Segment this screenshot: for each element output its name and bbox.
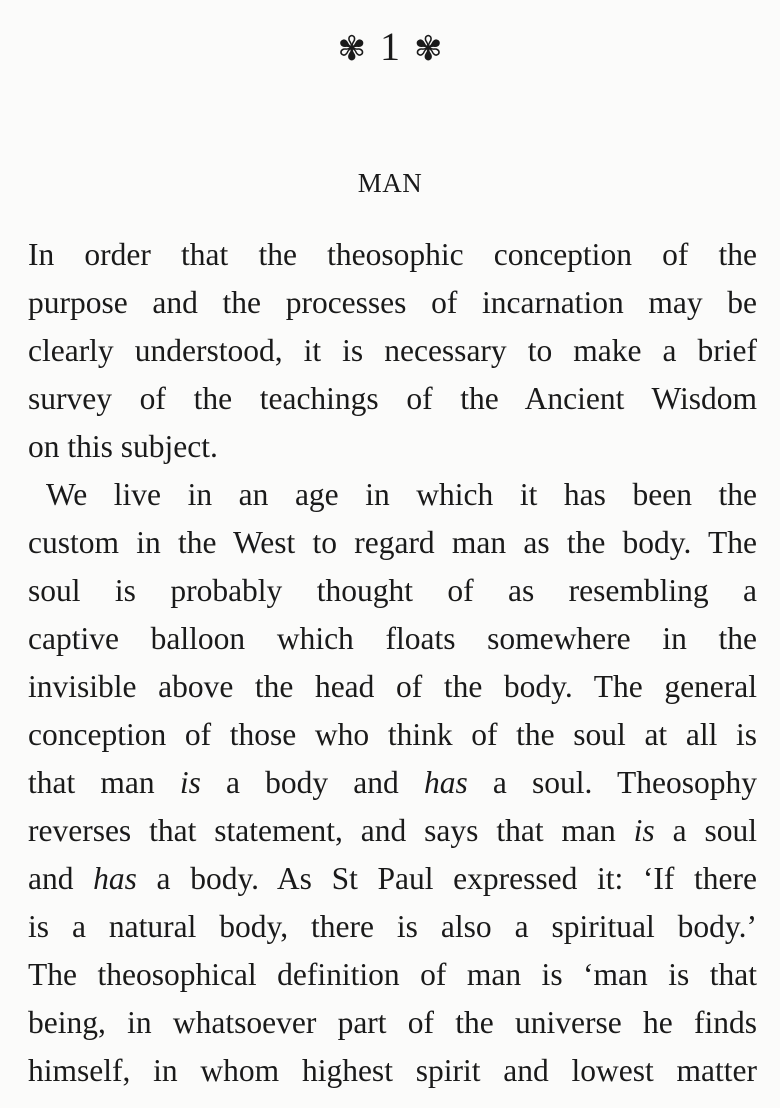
text-segment: captive balloon which floats somewhere in the	[28, 621, 757, 656]
italic-text: has	[93, 861, 137, 896]
text-line	[28, 951, 757, 999]
fleuron-left-icon: ✾	[337, 31, 366, 68]
chapter-number: 1	[380, 24, 400, 69]
chapter-heading	[0, 22, 780, 75]
text-line	[28, 759, 757, 807]
text-segment: a body and	[200, 765, 424, 800]
text-line	[28, 1047, 757, 1095]
text-segment: custom in the West to regard man as the body. The	[28, 525, 757, 560]
text-segment: a soul	[654, 813, 757, 848]
text-line	[28, 615, 757, 663]
italic-text: has	[423, 765, 468, 800]
text-line	[28, 279, 757, 327]
text-segment: In order that the theosophic conception of the	[28, 237, 757, 272]
text-segment: conception of those who think of the soul at all is	[28, 717, 757, 752]
text-line	[28, 711, 757, 759]
text-line	[28, 471, 757, 519]
text-segment: We live in an age in which it has been the	[46, 477, 757, 512]
text-segment: soul is probably thought of as resembling a	[28, 573, 757, 608]
text-line	[28, 231, 757, 279]
text-segment: purpose and the processes of incarnation may be	[28, 285, 757, 320]
fleuron-right-icon: ✾	[414, 31, 443, 68]
text-segment: on this subject.	[28, 429, 218, 464]
text-line	[28, 855, 757, 903]
text-line	[28, 999, 757, 1047]
text-line	[28, 327, 757, 375]
text-line	[28, 423, 757, 471]
text-segment: The theosophical definition of man is ‘man is that	[28, 957, 757, 992]
text-segment: is a natural body, there is also a spiritual body.’	[28, 909, 757, 944]
body-text	[28, 231, 757, 1095]
text-segment: invisible above the head of the body. The general	[28, 669, 757, 704]
text-segment: a body. As St Paul expressed it: ‘If there	[136, 861, 758, 896]
text-line	[28, 519, 757, 567]
text-line	[28, 663, 757, 711]
text-segment: reverses that statement, and says that man	[28, 813, 634, 848]
italic-text: is	[179, 765, 201, 800]
text-segment: a soul. Theosophy	[467, 765, 758, 800]
text-segment: and	[28, 861, 94, 896]
italic-text: is	[633, 813, 655, 848]
text-line	[28, 375, 757, 423]
text-line	[28, 807, 757, 855]
text-line	[28, 903, 757, 951]
text-segment: being, in whatsoever part of the universe he finds	[28, 1005, 757, 1040]
text-segment: himself, in whom highest spirit and lowest matter	[28, 1053, 757, 1088]
text-segment: clearly understood, it is necessary to make a brief	[28, 333, 757, 368]
text-line	[28, 567, 757, 615]
text-segment: that man	[28, 765, 180, 800]
chapter-title: MAN	[357, 168, 423, 198]
text-segment: survey of the teachings of the Ancient Wisdom	[28, 381, 757, 416]
